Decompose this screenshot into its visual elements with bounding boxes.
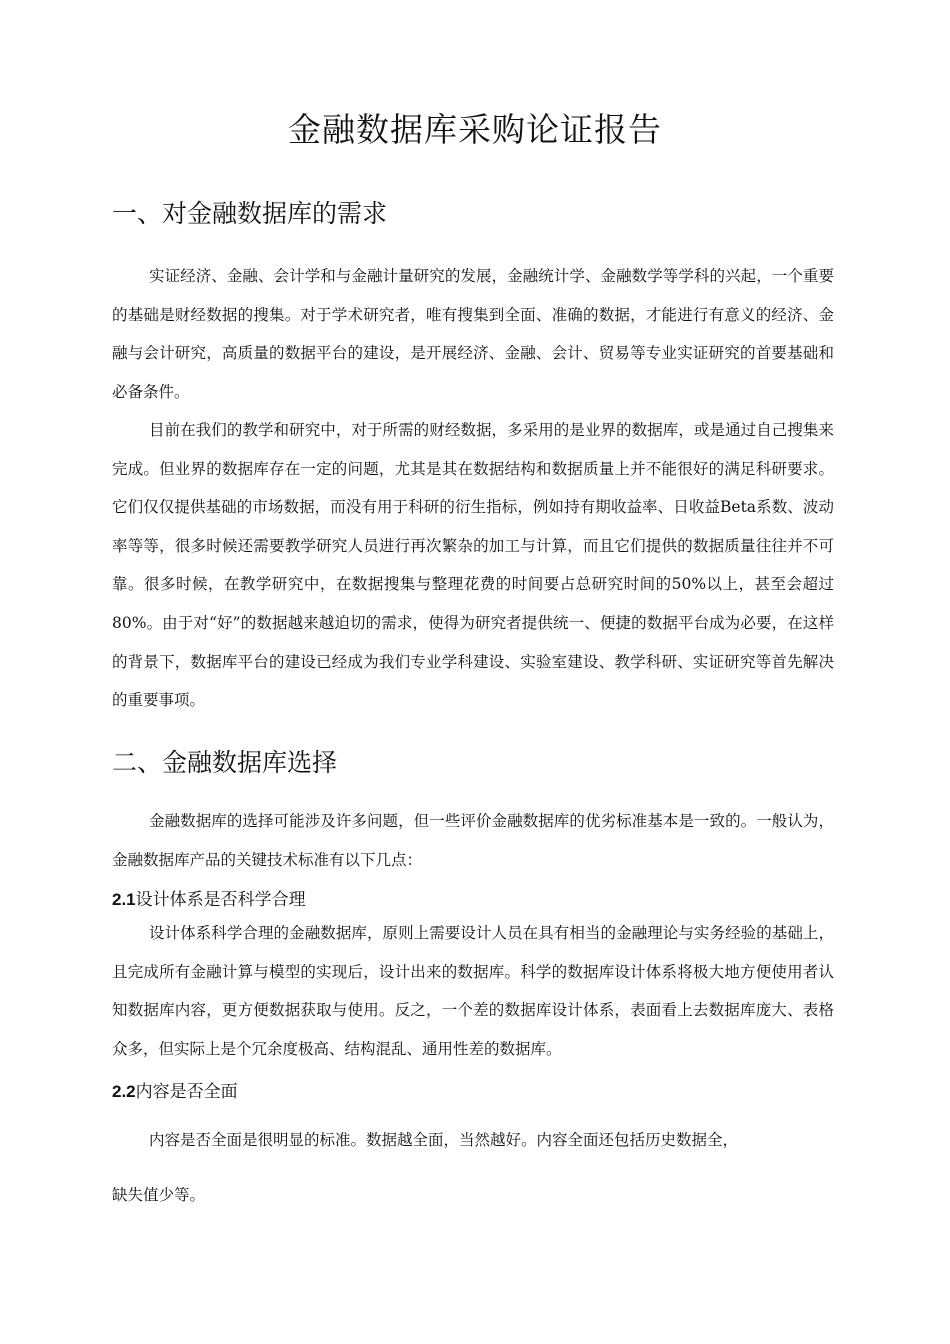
subsection-2-1-heading: [112, 885, 306, 910]
subsection-2-1-number: 2.1: [112, 890, 136, 909]
subsection-2-1-paragraph: 设计体系科学合理的金融数据库，原则上需要设计人员在具有相当的金融理论与实务经验的基础上，且完成所有金融计算与模型的实现后，设计出来的数据库。科学的数据库设计体系将极大地方便使用者认知数据库内容，更方便数据获取与使用。反之，一个差的数据库设计体系，表面看上去数据库庞大、表格众多，但实际上是个冗余度极高、结构混乱、通用性差的数据库。: [112, 924, 834, 1058]
subsection-2-2-line-2: 缺失值少等。: [112, 1186, 206, 1204]
subsection-2-2-title: 内容是否全面: [135, 1082, 238, 1102]
section-1-paragraph-1: 实证经济、金融、会计学和与金融计量研究的发展，金融统计学、金融数学等学科的兴起，一个重要的基础是财经数据的搜集。对于学术研究者，唯有搜集到全面、准确的数据，才能进行有意义的经济、金融与会计研究，高质量的数据平台的建设，是开展经济、金融、会计、贸易等专业实证研究的首要基础和必备条件。: [112, 267, 834, 401]
subsection-2-2-number: 2.2: [112, 1082, 136, 1101]
section-2-paragraph-1: 金融数据库的选择可能涉及许多问题，但一些评价金融数据库的优劣标准基本是一致的。一般认为，金融数据库产品的关键技术标准有以下几点：: [112, 812, 834, 869]
section-1-paragraph-2: 目前在我们的教学和研究中，对于所需的财经数据，多采用的是业界的数据库，或是通过自己搜集来完成。但业界的数据库存在一定的问题，尤其是其在数据结构和数据质量上并不能很好的满足科研要求。它们仅仅提供基础的市场数据，而没有用于科研的衍生指标，例如持有期收益率、日收益Beta系数、波动率等等，很多时候还需要教学研究人员进行再次繁杂的加工与计算，而且它们提供的数据质量往往并不可靠。很多时候，在教学研究中，在数据搜集与整理花费的时间要占总研究时间的50%以上，甚至会超过80%。由于对“好”的数据越来越迫切的需求，使得为研究者提供统一、便捷的数据平台成为必要，在这样的背景下，数据库平台的建设已经成为我们专业学科建设、实验室建设、教学科研、实证研究等首先解决的重要事项。: [112, 421, 834, 710]
subsection-2-2-line-1: 内容是否全面是很明显的标准。数据越全面，当然越好。内容全面还包括历史数据全，: [149, 1131, 739, 1149]
section-1-heading: 一、对金融数据库的需求: [112, 199, 388, 228]
document-title: 金融数据库采购论证报告: [288, 110, 662, 149]
subsection-2-2-heading: [112, 1077, 238, 1102]
section-2-heading: 二、金融数据库选择: [112, 748, 338, 777]
subsection-2-1-title: 设计体系是否科学合理: [135, 890, 306, 910]
